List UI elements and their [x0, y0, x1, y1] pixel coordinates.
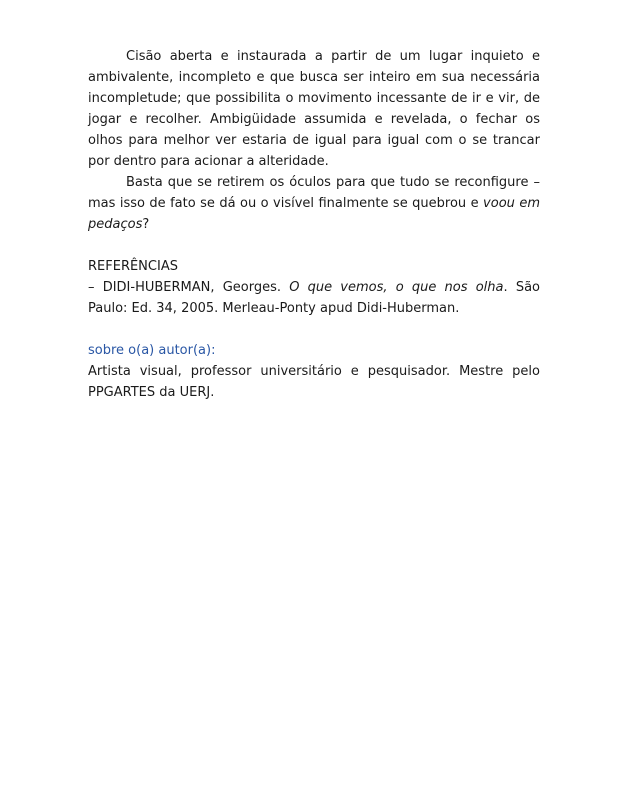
about-author-heading: sobre o(a) autor(a): [88, 343, 216, 358]
reference-entry-title-italic: O que vemos, o que nos olha [289, 280, 504, 295]
reference-entry [88, 277, 540, 319]
section-gap [88, 235, 540, 256]
reference-entry-author: – DIDI-HUBERMAN, Georges. [88, 280, 290, 295]
section-gap [88, 319, 540, 340]
body-paragraph-1: Cisão aberta e instaurada a partir de um lugar inquieto e ambivalente, incompleto e que busca ser inteiro em sua necessária incompletude; que possibilita o movimento incessante de ir e vir, de jogar e recolher. Ambigüidade assumida e revelada, o fechar os olhos para melhor ver estaria de igual para igual com o se trancar por dentro para acionar a alteridade. [88, 49, 540, 169]
about-author-text: Artista visual, professor universitário e pesquisador. Mestre pelo PPGARTES da UERJ. [88, 364, 540, 400]
reference-entry-publication: . São Paulo: Ed. 34, 2005. Merleau-Ponty apud Didi-Huberman. [88, 280, 540, 316]
body-paragraph-2 [88, 172, 540, 235]
references-heading: REFERÊNCIAS [88, 259, 178, 274]
body-paragraph-2-question-mark: ? [142, 217, 150, 232]
body-paragraph-2-text: Basta que se retirem os óculos para que tudo se reconfigure – mas isso de fato se dá ou o visível finalmente se quebrou e [88, 175, 540, 211]
body-paragraph-2-italic: voou em pedaços [88, 196, 540, 232]
